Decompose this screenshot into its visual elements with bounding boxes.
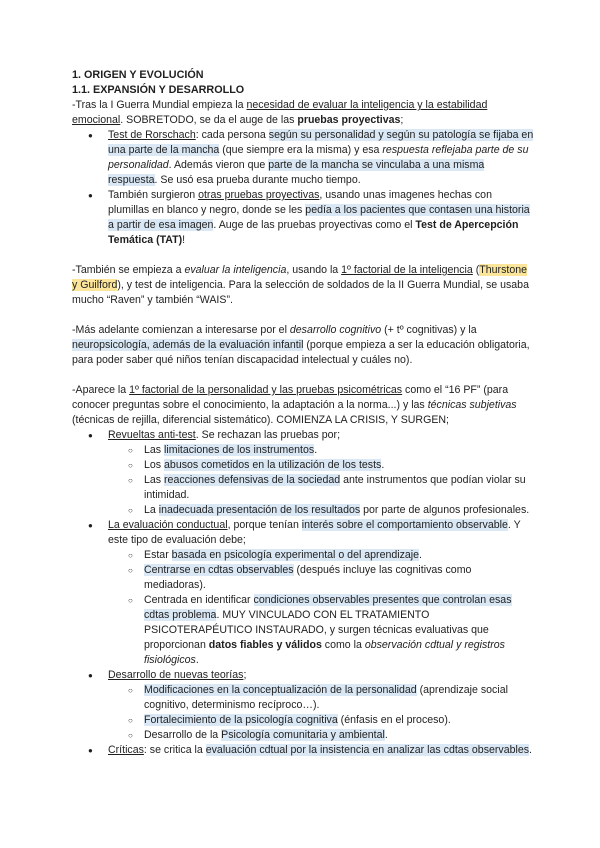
- section-heading: 1. ORIGEN Y EVOLUCIÓN: [72, 69, 204, 81]
- subsection-heading: 1.1. EXPANSIÓN Y DESARROLLO: [72, 84, 245, 96]
- sub-item: ○ Centrada en identificar condiciones observables presentes que controlan esas cdtas problema. MUY VINCULADO CON EL TRATAMIENTO PSICOTERAPÉUTICO INSTAURADO, y surgen técnicas evaluativas que proporcionan datos fiables y válidos como la observación cdtual y registros fisiológicos.: [108, 593, 534, 668]
- crisis-list: [72, 428, 534, 758]
- sub-item: ○ Centrarse en cdtas observables (después incluye las cognitivas como mediadoras).: [108, 563, 534, 593]
- new-theories-list: [108, 683, 534, 743]
- paragraph-intelligence: -También se empieza a evaluar la inteligencia, usando la 1º factorial de la inteligencia (Thurstone y Guilford), y test de inteligencia. Para la selección de soldados de la II Guerra Mundial, se usaba mucho “Raven” y también “WAIS”.: [72, 264, 529, 306]
- behavioral-requirements: [108, 548, 534, 668]
- list-item-rorschach: ● Test de Rorschach: cada persona según su personalidad y según su patología se fijaba en una parte de la mancha (que siempre era la misma) y esa respuesta reflejaba parte de su personalidad. Además vieron que parte de la mancha se vinculaba a una misma respuesta. Se usó esa prueba durante mucho tiempo.: [72, 128, 534, 188]
- list-item-anti-test: ● Revueltas anti-test. Se rechazan las pruebas por; ○ Las limitaciones de los instrumentos. ○ Los abusos cometidos en la utilización de los tests. ○ Las reacciones defensivas de la sociedad ante instrumentos que podían violar su intimidad. ○ La inadecuada presentación de los resultados por parte de algunos profesionales.: [72, 428, 534, 518]
- sub-item: ○ Los abusos cometidos en la utilización de los tests.: [108, 458, 534, 473]
- list-item-behavioral: ● La evaluación conductual, porque tenían interés sobre el comportamiento observable. Y este tipo de evaluación debe; ○ Estar basada en psicología experimental o del aprendizaje. ○ Centrarse en cdtas observables (después incluye las cognitivas como mediadoras). ○ Centrada en identificar condiciones observables presentes que controlan esas cdtas problema. MUY VINCULADO CON EL TRATAMIENTO PSICOTERAPÉUTICO INSTAURADO, y surgen técnicas evaluativas que proporcionan datos fiables y válidos como la observación cdtual y registros fisiológicos.: [72, 518, 534, 668]
- list-item-criticism: ● Críticas: se critica la evaluación cdtual por la insistencia en analizar las cdtas observables.: [72, 743, 534, 758]
- paragraph-personality: -Aparece la 1º factorial de la personalidad y las pruebas psicométricas como el “16 PF” (para conocer preguntas sobre el conocimiento, la adaptación a la norma...) y las técnicas subjetivas (técnicas de rejilla, diferencial sistemático). COMIENZA LA CRISIS, Y SURGEN;: [72, 384, 517, 426]
- paragraph-postwar: -Tras la I Guerra Mundial empieza la necesidad de evaluar la inteligencia y la estabilidad emocional. SOBRETODO, se da el auge de las pruebas proyectivas;: [72, 99, 488, 126]
- sub-item: ○ Desarrollo de la Psicología comunitaria y ambiental.: [108, 728, 534, 743]
- list-item-new-theories: ● Desarrollo de nuevas teorías; ○ Modificaciones en la conceptualización de la personalidad (aprendizaje social cognitivo, determinismo recíproco…). ○ Fortalecimiento de la psicología cognitiva (énfasis en el proceso). ○ Desarrollo de la Psicología comunitaria y ambiental.: [72, 668, 534, 743]
- sub-item: ○ La inadecuada presentación de los resultados por parte de algunos profesionales.: [108, 503, 534, 518]
- document-page: [72, 68, 534, 758]
- sub-item: ○ Fortalecimiento de la psicología cognitiva (énfasis en el proceso).: [108, 713, 534, 728]
- sub-item: ○ Modificaciones en la conceptualización de la personalidad (aprendizaje social cognitivo, determinismo recíproco…).: [108, 683, 534, 713]
- sub-item: ○ Las limitaciones de los instrumentos.: [108, 443, 534, 458]
- list-item-other-projective: ● También surgieron otras pruebas proyectivas, usando unas imagenes hechas con plumillas en blanco y negro, donde se les pedía a los pacientes que contasen una historia a partir de esa imagen. Auge de las pruebas proyectivas como el Test de Apercepción Temática (TAT)!: [72, 188, 534, 248]
- anti-test-reasons: [108, 443, 534, 518]
- sub-item: ○ Estar basada en psicología experimental o del aprendizaje.: [108, 548, 534, 563]
- paragraph-cognitive: -Más adelante comienzan a interesarse por el desarrollo cognitivo (+ tº cognitivas) y la neuropsicología, además de la evaluación infantil (porque empieza a ser la educación obligatoria, para poder saber qué niños tenían discapacidad intelectual y cuáles no).: [72, 324, 530, 366]
- sub-item: ○ Las reacciones defensivas de la sociedad ante instrumentos que podían violar su intimidad.: [108, 473, 534, 503]
- projective-tests-list: [72, 128, 534, 248]
